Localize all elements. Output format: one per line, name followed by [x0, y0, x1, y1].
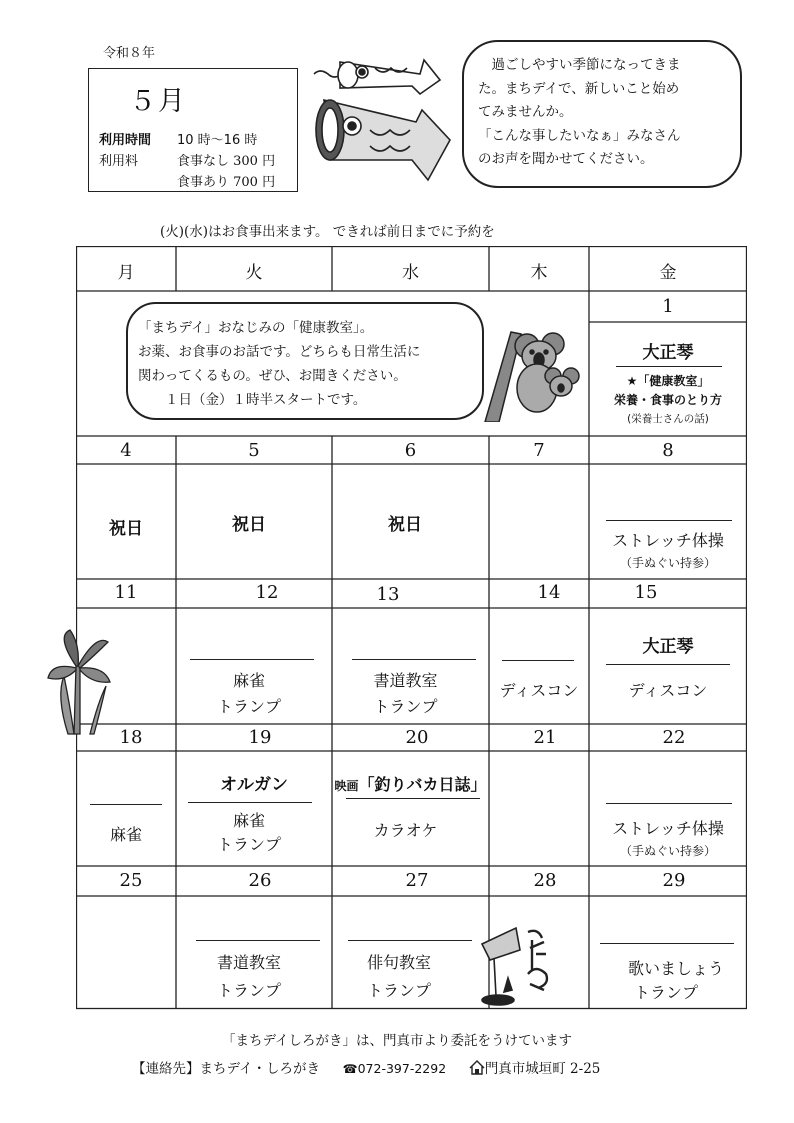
event-label: カラオケ	[373, 821, 438, 840]
event-note: (栄養士さんの話)	[627, 413, 709, 425]
day-number: 1	[662, 296, 674, 317]
event-label: ストレッチ体操	[612, 531, 724, 550]
day-number: 5	[248, 440, 260, 461]
event-label: 麻雀	[109, 825, 142, 844]
event-label: 麻雀	[232, 671, 265, 690]
day-number: 26	[248, 870, 272, 891]
event-label: ★「健康教室」	[626, 374, 710, 388]
hours-value: 10 時～16 時	[177, 133, 258, 148]
day-number: 7	[533, 440, 545, 461]
day-number: 25	[119, 870, 143, 891]
event-note: （手ぬぐい持参）	[619, 556, 716, 570]
event-note: （手ぬぐい持参）	[619, 844, 716, 858]
day-number: 11	[114, 582, 138, 603]
divider	[606, 520, 732, 521]
message-line: 「こんな事したいなぁ」みなさん	[478, 127, 681, 144]
calendar-table	[76, 246, 747, 1010]
koala-icon	[481, 322, 581, 422]
day-number: 19	[248, 727, 272, 748]
bubble-line: 「まちデイ」おなじみの「健康教室」。	[138, 320, 374, 336]
day-number: 28	[533, 870, 557, 891]
event-label: トランプ	[373, 697, 438, 716]
event-label: オルガン	[220, 775, 288, 795]
divider	[606, 664, 730, 665]
house-icon	[469, 1060, 485, 1075]
event-label: ディスコン	[499, 681, 579, 700]
message-line: た。まちデイで、新しいこと始め	[478, 80, 680, 97]
divider	[600, 943, 734, 944]
movie-title: 「釣りバカ日誌」	[358, 775, 487, 794]
event-label: 書道教室	[216, 953, 281, 972]
contact-line	[132, 1057, 600, 1077]
info-box	[88, 68, 298, 192]
iris-flower-icon	[46, 626, 126, 736]
divider	[348, 940, 472, 941]
message-line: 過ごしやすい季節になってきま	[491, 57, 681, 73]
divider	[90, 804, 162, 805]
day-number: 6	[404, 440, 417, 461]
weekday-thu: 木	[530, 263, 548, 283]
fee-no-meal: 食事なし 300 円	[177, 154, 276, 169]
event-label: 大正琴	[642, 343, 694, 363]
divider	[188, 802, 312, 803]
meal-note: (火)(水)はお食事出来ます。 できれば前日までに予約を	[160, 224, 495, 240]
event-label: ストレッチ体操	[612, 819, 724, 838]
phone-number: 072-397-2292	[357, 1061, 447, 1076]
day-number: 27	[405, 870, 429, 891]
day-number: 8	[662, 440, 674, 461]
day-number: 15	[634, 582, 658, 603]
weekday-fri: 金	[659, 263, 677, 283]
day-number: 4	[120, 440, 132, 461]
divider	[616, 366, 722, 367]
lamp-haiku-icon	[476, 918, 558, 1010]
fee-with-meal: 食事あり 700 円	[177, 175, 276, 190]
message-line: のお声を聞かせてください。	[478, 151, 654, 167]
footer-note: 「まちデイしろがき」は、門真市より委託をうけています	[221, 1033, 573, 1049]
weekday-wed: 水	[402, 263, 419, 283]
hours-label: 利用時間	[99, 133, 152, 148]
day-number: 20	[405, 727, 429, 748]
movie-prefix: 映画	[334, 779, 359, 793]
day-number: 21	[533, 727, 557, 748]
month-title: ５月	[129, 86, 187, 117]
event-label: トランプ	[216, 697, 281, 716]
koinobori-icon	[300, 50, 460, 195]
weekday-mon: 月	[117, 263, 135, 283]
event-label: トランプ	[216, 835, 281, 854]
divider	[502, 660, 574, 661]
divider	[346, 798, 480, 799]
event-label: 麻雀	[232, 811, 265, 830]
fee-label: 利用料	[99, 154, 139, 169]
event-label: 書道教室	[373, 671, 438, 690]
event-label: 俳句教室	[366, 953, 431, 972]
health-class-bubble	[126, 302, 484, 420]
message-bubble	[462, 40, 742, 188]
holiday-label: 祝日	[109, 519, 143, 539]
day-number: 22	[662, 727, 686, 748]
bubble-line: １日（金）１時半スタートです。	[165, 392, 367, 408]
address: 門真市城垣町 2-25	[484, 1061, 601, 1077]
holiday-label: 祝日	[232, 515, 266, 535]
day-number: 12	[255, 582, 279, 603]
event-label: 歌いましょう	[627, 959, 724, 978]
divider	[196, 940, 320, 941]
contact-label: 【連絡先】まちデイ・しろがき	[132, 1061, 321, 1077]
day-number: 14	[537, 582, 561, 603]
divider	[352, 659, 476, 660]
event-label: トランプ	[366, 981, 431, 1000]
day-number: 13	[376, 584, 400, 605]
bubble-line: 関わってくるもの。ぜひ、お聞きください。	[138, 368, 407, 384]
bubble-line: お薬、お食事のお話です。どちらも日常生活に	[138, 344, 421, 360]
event-label: 大正琴	[642, 637, 694, 657]
divider	[190, 659, 314, 660]
day-number: 18	[119, 727, 143, 748]
event-label: 栄養・食事のとり方	[613, 393, 722, 407]
holiday-label: 祝日	[388, 515, 422, 535]
event-label: ディスコン	[628, 681, 708, 700]
event-label: トランプ	[216, 981, 281, 1000]
divider	[606, 803, 732, 804]
message-line: てみませんか。	[478, 104, 573, 120]
event-label: トランプ	[633, 983, 698, 1002]
event-label	[332, 772, 489, 795]
era-year: 令和８年	[103, 46, 156, 61]
day-number: 29	[662, 870, 686, 891]
weekday-tue: 火	[245, 263, 263, 283]
phone-icon: ☎	[342, 1062, 358, 1076]
